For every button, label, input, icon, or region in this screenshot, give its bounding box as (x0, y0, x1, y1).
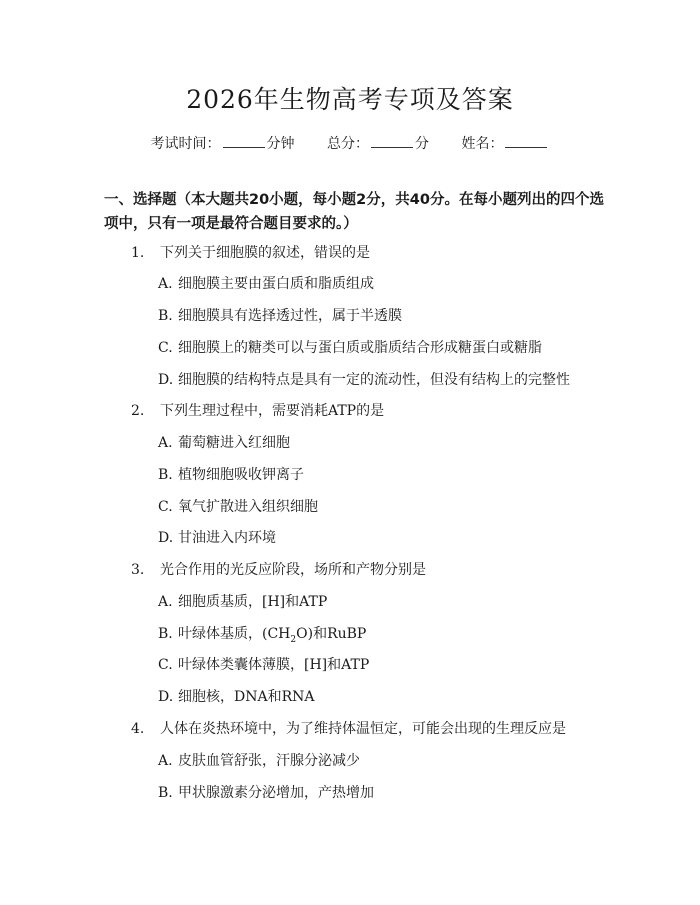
question-number: 1. (131, 245, 145, 261)
question-text: 光合作用的光反应阶段，场所和产物分别是 (160, 562, 426, 578)
name-label: 姓名： (461, 136, 504, 152)
option-letter: C. (158, 657, 173, 673)
option-letter: A. (158, 594, 173, 610)
option-text: 甲状腺激素分泌增加，产热增加 (178, 785, 374, 801)
option-letter: C. (158, 499, 173, 515)
option-letter: A. (158, 753, 173, 769)
option-text: 叶绿体类囊体薄膜，[H]和ATP (178, 657, 370, 673)
option-text: 细胞质基质，[H]和ATP (178, 594, 328, 610)
option-text: 甘油进入内环境 (178, 530, 276, 546)
option-text: 皮肤血管舒张，汗腺分泌减少 (178, 753, 360, 769)
option-text: 细胞膜的结构特点是具有一定的流动性，但没有结构上的完整性 (178, 372, 570, 388)
option-letter: C. (158, 340, 173, 356)
exam-time (151, 136, 299, 152)
option-text: 细胞膜具有选择透过性，属于半透膜 (178, 308, 402, 324)
option-text (178, 623, 366, 651)
question-number: 4. (131, 721, 145, 737)
option-text: 葡萄糖进入红细胞 (178, 435, 290, 451)
student-name (461, 136, 549, 152)
option-letter: B. (158, 785, 173, 801)
option-letter: D. (158, 530, 174, 546)
option-text: 细胞膜上的糖类可以与蛋白质或脂质结合形成糖蛋白或糖脂 (178, 340, 542, 356)
question-number: 3. (131, 562, 145, 578)
score-unit: 分 (415, 136, 429, 152)
score-blank (371, 135, 413, 148)
option-text-pre: 叶绿体基质，(CH (178, 626, 291, 642)
option-text: 细胞膜主要由蛋白质和脂质组成 (178, 276, 374, 292)
time-unit: 分钟 (266, 136, 295, 152)
page-title: 2026年生物高考专项及答案 (186, 85, 514, 114)
question-text: 下列关于细胞膜的叙述，错误的是 (160, 245, 370, 261)
option-text-post: O)和RuBP (296, 626, 367, 642)
time-blank (223, 135, 265, 148)
option-letter: B. (158, 467, 173, 483)
option-letter: A. (158, 276, 173, 292)
question-text: 人体在炎热环境中，为了维持体温恒定，可能会出现的生理反应是 (160, 721, 566, 737)
section-heading: 一、选择题（本大题共20小题，每小题2分，共40分。在每小题列出的四个选项中，只有一项是最符合题目要求的。） (104, 192, 604, 232)
total-score (327, 136, 433, 152)
exam-meta (0, 133, 700, 153)
option-letter: B. (158, 308, 173, 324)
question-number: 2. (131, 403, 145, 419)
question-text: 下列生理过程中，需要消耗ATP的是 (160, 403, 385, 419)
subscript: 2 (290, 634, 297, 645)
option-text: 植物细胞吸收钾离子 (178, 467, 304, 483)
option-text: 细胞核，DNA和RNA (178, 689, 315, 705)
score-label: 总分： (327, 136, 369, 152)
option-letter: B. (158, 626, 173, 642)
option-letter: A. (158, 435, 173, 451)
option-letter: D. (158, 372, 174, 388)
option-letter: D. (158, 689, 174, 705)
option-text: 氧气扩散进入组织细胞 (178, 499, 318, 515)
name-blank (505, 135, 547, 148)
time-label: 考试时间： (150, 136, 221, 152)
